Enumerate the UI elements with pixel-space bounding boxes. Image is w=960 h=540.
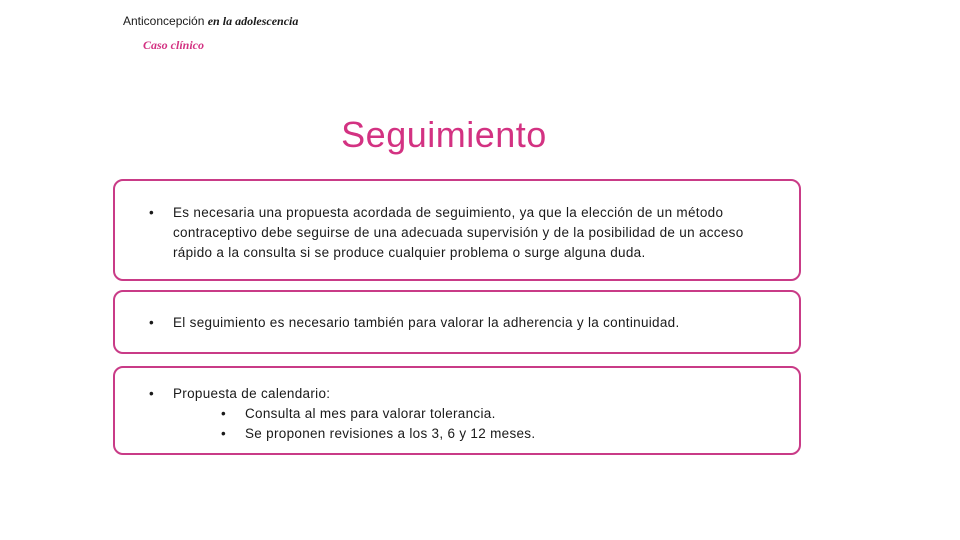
header-prefix: Anticoncepción (123, 14, 205, 28)
content-box-3 (113, 366, 801, 455)
content-box-1 (113, 179, 801, 281)
header-line (123, 14, 298, 29)
bullet-icon: • (221, 406, 227, 421)
sub-bullet-item (221, 404, 769, 424)
bullet-item (149, 384, 769, 444)
bullet-item (149, 313, 769, 333)
bullet-item (149, 203, 769, 263)
subheader: Caso clínico (143, 38, 205, 52)
bullet-icon: • (149, 386, 155, 401)
sub-bullet-text: Consulta al mes para valorar tolerancia. (245, 406, 496, 421)
bullet-icon: • (221, 426, 227, 441)
content-box-2 (113, 290, 801, 354)
bullet-icon: • (149, 205, 155, 220)
slide-title: Seguimiento (341, 114, 547, 155)
header-italic: en la adolescencia (207, 14, 299, 28)
bullet-text: Propuesta de calendario: (173, 386, 331, 401)
sub-bullet-text: Se proponen revisiones a los 3, 6 y 12 meses. (245, 426, 536, 441)
bullet-text: El seguimiento es necesario también para valorar la adherencia y la continuidad. (173, 315, 680, 330)
sub-bullet-item (221, 424, 769, 444)
bullet-icon: • (149, 315, 155, 330)
bullet-block (173, 384, 769, 444)
bullet-text: Es necesaria una propuesta acordada de seguimiento, ya que la elección de un método contraceptivo debe seguirse de una adecuada supervisión y de la posibilidad de un acceso rápido a la consulta si se produce cualquier problema o surge alguna duda. (173, 205, 744, 260)
